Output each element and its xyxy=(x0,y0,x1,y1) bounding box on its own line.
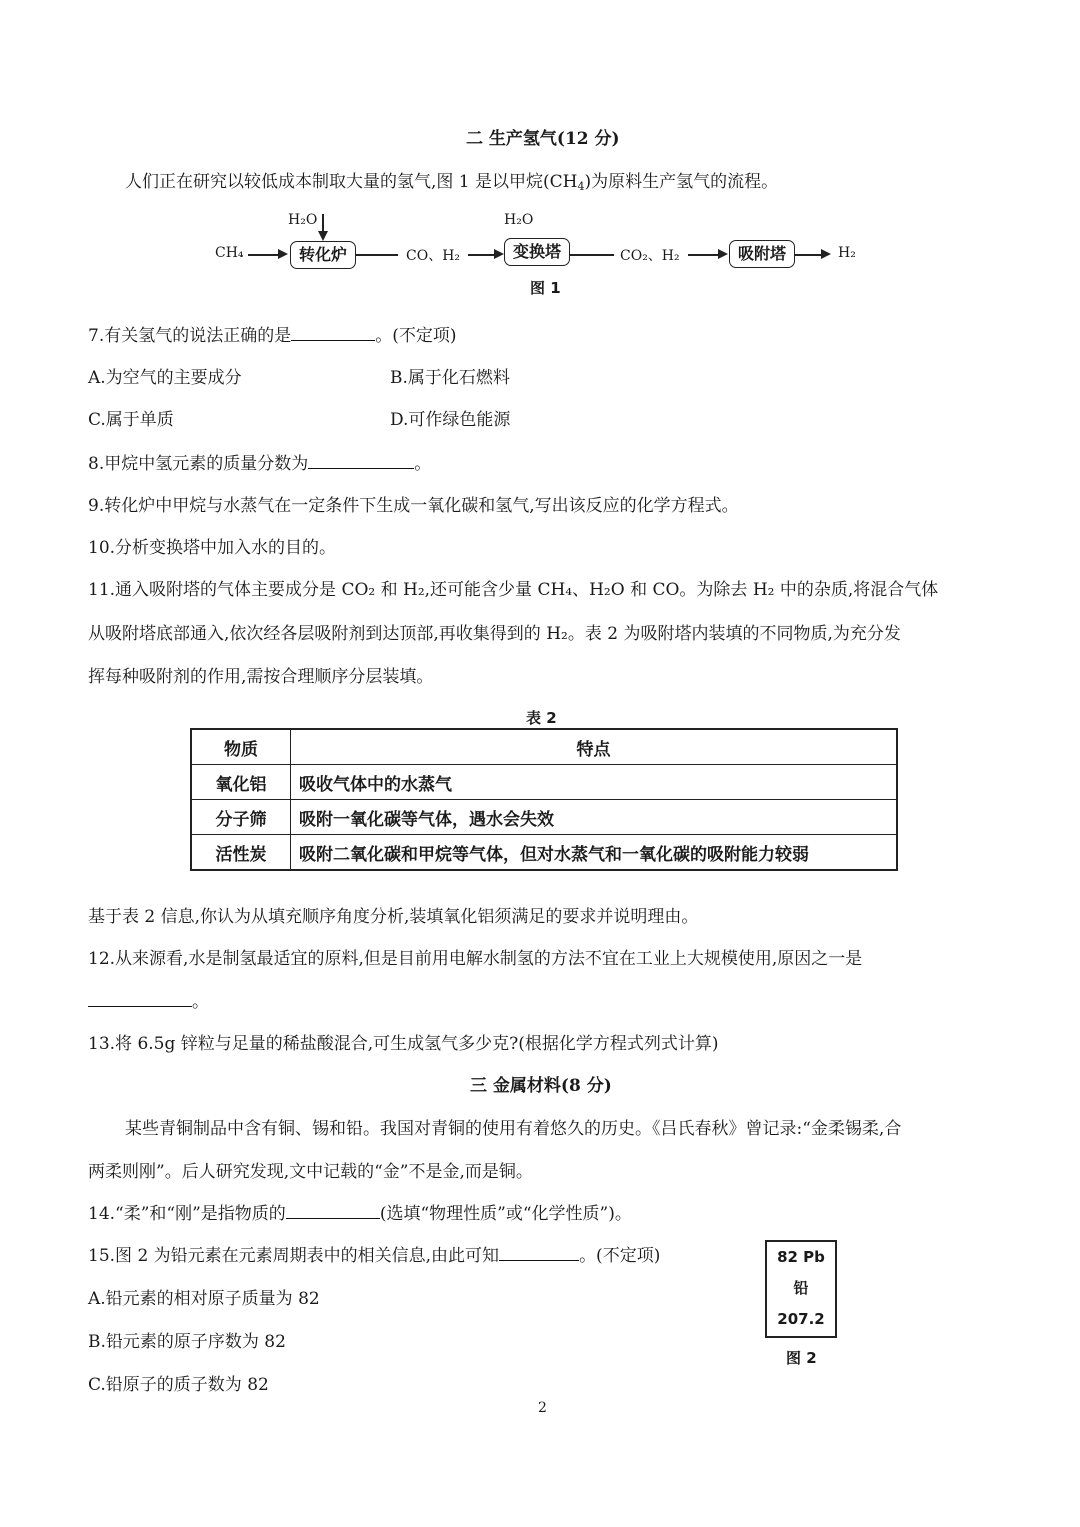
section-2-intro xyxy=(125,167,778,192)
q7-option-a[interactable]: A.为空气的主要成分 xyxy=(88,368,242,388)
q12-answer-blank[interactable] xyxy=(88,988,192,1007)
question-13: 13.将 6.5g 锌粒与足量的稀盐酸混合,可生成氢气多少克?(根据化学方程式列式计算) xyxy=(88,1034,719,1054)
q7-stem: 7.有关氢气的说法正确的是 xyxy=(88,326,292,346)
flow-box-shift-tower: 变换塔 xyxy=(504,238,570,266)
question-12-blank-line xyxy=(88,987,209,1012)
table-2 xyxy=(190,728,898,871)
q15-option-c[interactable]: C.铅原子的质子数为 82 xyxy=(88,1375,269,1395)
question-9: 9.转化炉中甲烷与水蒸气在一定条件下生成一氧化碳和氢气,写出该反应的化学方程式。 xyxy=(88,496,739,516)
element-name: 铅 xyxy=(793,1279,809,1297)
flow-box-adsorption-tower: 吸附塔 xyxy=(729,240,795,268)
table-cell-feature: 吸收气体中的水蒸气 xyxy=(291,765,898,800)
table-row xyxy=(191,800,897,835)
q14-stem-post: (选填“物理性质”或“化学性质”)。 xyxy=(379,1204,632,1224)
table-row xyxy=(191,835,897,871)
question-15 xyxy=(88,1241,660,1266)
table-cell-substance: 活性炭 xyxy=(191,835,291,871)
table-header-feature: 特点 xyxy=(291,729,898,765)
table-row xyxy=(191,765,897,800)
table-cell-feature: 吸附一氧化碳等气体，遇水会失效 xyxy=(291,800,898,835)
q14-stem: 14.“柔”和“刚”是指物质的 xyxy=(88,1204,286,1224)
question-14 xyxy=(88,1199,632,1224)
question-11-line-1: 11.通入吸附塔的气体主要成分是 CO₂ 和 H₂,还可能含少量 CH₄、H₂O 和 CO。为除去 H₂ 中的杂质,将混合气体 xyxy=(88,580,939,600)
flow-mid-1: CO、H₂ xyxy=(406,248,461,264)
figure-1-caption: 图 1 xyxy=(530,279,561,297)
element-number-symbol: 82 Pb xyxy=(777,1248,825,1266)
question-10: 10.分析变换塔中加入水的目的。 xyxy=(88,538,337,558)
q15-option-a[interactable]: A.铅元素的相对原子质量为 82 xyxy=(88,1289,320,1309)
q8-stem-post: 。 xyxy=(414,454,432,474)
intro-text-pre: 人们正在研究以较低成本制取大量的氢气,图 1 是以甲烷(CH xyxy=(125,172,578,192)
q8-stem: 8.甲烷中氢元素的质量分数为 xyxy=(88,454,309,474)
flow-mid-2: CO₂、H₂ xyxy=(620,248,680,264)
question-12: 12.从来源看,水是制氢最适宜的原料,但是目前用电解水制氢的方法不宜在工业上大规模使用,原因之一是 xyxy=(88,949,863,969)
figure-2-element-card xyxy=(765,1240,837,1338)
q7-option-d[interactable]: D.可作绿色能源 xyxy=(390,410,511,430)
arrow-icon xyxy=(494,249,504,259)
table-2-caption: 表 2 xyxy=(526,709,557,727)
flow-box-converter: 转化炉 xyxy=(290,241,356,269)
q8-answer-blank[interactable] xyxy=(308,450,414,469)
table-header-row xyxy=(191,729,897,765)
section-3-intro-line-2: 两柔则刚”。后人研究发现,文中记载的“金”不是金,而是铜。 xyxy=(88,1162,533,1182)
q15-option-b[interactable]: B.铅元素的原子序数为 82 xyxy=(88,1332,286,1352)
table-cell-feature: 吸附二氧化碳和甲烷等气体，但对水蒸气和一氧化碳的吸附能力较弱 xyxy=(291,835,898,871)
q7-option-c[interactable]: C.属于单质 xyxy=(88,410,174,430)
q15-answer-blank[interactable] xyxy=(499,1242,579,1261)
intro-subscript: 4 xyxy=(577,180,585,193)
q14-answer-blank[interactable] xyxy=(286,1200,380,1219)
flow-water-2: H₂O xyxy=(504,212,534,228)
q12-stem-post: 。 xyxy=(192,992,209,1012)
section-3-title: 三 金属材料(8 分) xyxy=(470,1076,612,1096)
question-8 xyxy=(88,449,431,474)
section-3-intro-line-1: 某些青铜制品中含有铜、锡和铅。我国对青铜的使用有着悠久的历史。《吕氏春秋》曾记录:“金柔锡柔,合 xyxy=(125,1119,902,1139)
intro-text-post: )为原料生产氢气的流程。 xyxy=(584,172,779,192)
q7-stem-post: 。(不定项) xyxy=(375,326,457,346)
arrow-icon xyxy=(718,249,728,259)
figure-2-caption: 图 2 xyxy=(786,1349,817,1367)
question-11-line-3: 挥每种吸附剂的作用,需按合理顺序分层装填。 xyxy=(88,667,434,687)
element-mass: 207.2 xyxy=(777,1310,825,1328)
arrow-icon xyxy=(278,249,288,259)
arrow-icon xyxy=(821,249,831,259)
arrow-down-icon xyxy=(318,231,328,241)
flow-water-1: H₂O xyxy=(288,212,318,228)
question-11-line-2: 从吸附塔底部通入,依次经各层吸附剂到达顶部,再收集得到的 H₂。表 2 为吸附塔内装填的不同物质,为充分发 xyxy=(88,624,901,644)
table-cell-substance: 分子筛 xyxy=(191,800,291,835)
q7-option-b[interactable]: B.属于化石燃料 xyxy=(390,368,510,388)
flow-output-h2: H₂ xyxy=(838,245,856,261)
section-2-title: 二 生产氢气(12 分) xyxy=(466,129,620,149)
table-header-substance: 物质 xyxy=(191,729,291,765)
q15-stem-post: 。(不定项) xyxy=(579,1246,661,1266)
question-7 xyxy=(88,321,457,346)
flow-input-ch4: CH₄ xyxy=(215,245,244,261)
page-number: 2 xyxy=(538,1400,547,1416)
question-11-ask: 基于表 2 信息,你认为从填充顺序角度分析,装填氧化铝须满足的要求并说明理由。 xyxy=(88,907,699,927)
q7-answer-blank[interactable] xyxy=(291,322,375,341)
table-cell-substance: 氧化铝 xyxy=(191,765,291,800)
q15-stem: 15.图 2 为铅元素在元素周期表中的相关信息,由此可知 xyxy=(88,1246,500,1266)
